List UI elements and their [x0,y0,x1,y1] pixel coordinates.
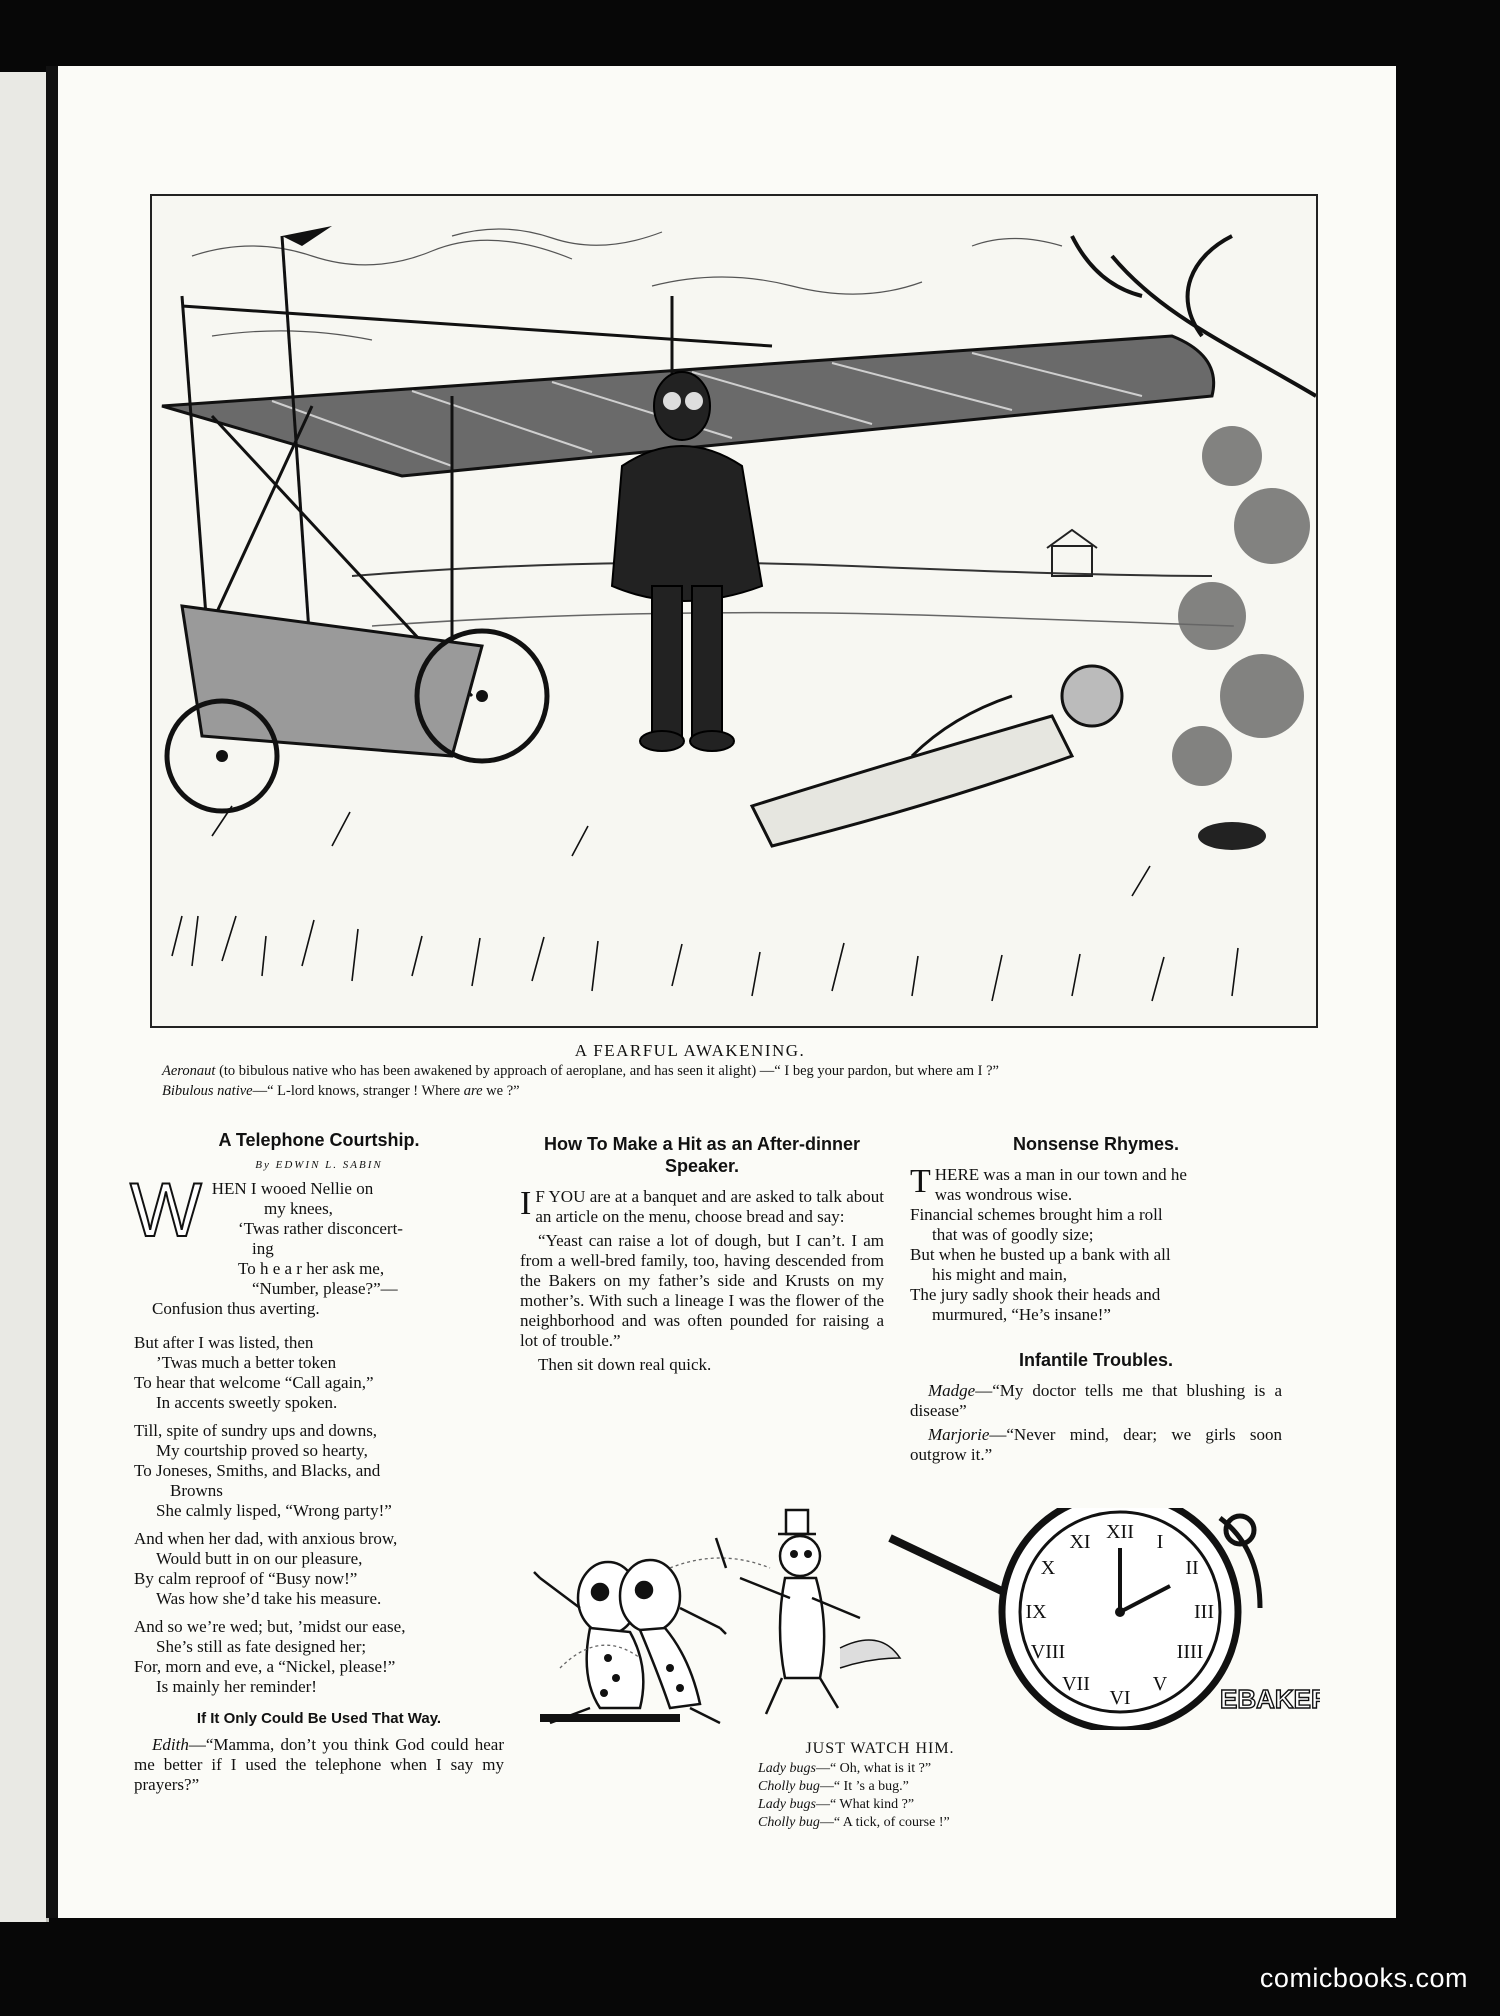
rhyme-line: Financial schemes brought him a roll [910,1205,1163,1224]
verse-line: “Number, please?”— [252,1279,398,1298]
verse-line: But after I was listed, then [134,1333,314,1352]
speech-paragraph: “Yeast can raise a lot of dough, but I can’t. I am from a well-bred family, too, having descended from the Bakers on my father’s side and Krusts on my mother’s. With such a lineage I was the flower of the neighborhood and was often pounded for raising a lot of trouble.” [520,1231,884,1350]
svg-text:VII: VII [1062,1673,1090,1695]
verse-line: By calm reproof of “Busy now!” [134,1569,358,1588]
verse-line: My courtship proved so hearty, [156,1441,368,1460]
verse-line: For, morn and eve, a “Nickel, please!” [134,1657,396,1676]
svg-text:VIII: VIII [1030,1641,1066,1663]
verse-line: Would butt in on our pleasure, [156,1549,363,1568]
stanza-4 [134,1529,504,1609]
article-title: Nonsense Rhymes. [1012,1134,1180,1154]
previous-page-edge [0,72,49,1922]
aeronaut-line: (to bibulous native who has been awakened by approach of aeroplane, and has seen it alight) —“ I beg your pardon, but where am I ?” [215,1063,999,1079]
edith-quote [134,1735,504,1795]
artist-signature: EBAKER [1220,1684,1320,1714]
verse-line: HEN I wooed Nellie on [211,1179,374,1198]
native-line: —“ L-lord knows, stranger ! Where [252,1083,464,1099]
dialogue-text: —“ Oh, what is it ?” [815,1761,932,1776]
speaker-marjorie: Marjorie [928,1425,990,1444]
dropcap-w: W [130,1168,202,1253]
verse-line: my knees, [264,1199,333,1218]
speaker-edith: Edith [152,1735,189,1754]
verse-line: Browns [170,1481,223,1500]
bottom-cartoon-title: JUST WATCH HIM. [805,1740,955,1757]
dialogue-text: —“ It ’s a bug.” [819,1779,909,1794]
stanza-1 [130,1168,504,1319]
stanza-5 [134,1617,504,1697]
top-cartoon-caption-line2 [162,1083,520,1100]
speaker: Cholly bug [758,1779,820,1794]
svg-text:I: I [1156,1531,1164,1553]
svg-text:XII: XII [1106,1521,1134,1543]
verse-line: She’s still as fate designed her; [156,1637,367,1656]
dialogue-line [758,1778,950,1796]
svg-text:X: X [1040,1557,1056,1579]
native-emphasis: are [463,1083,483,1099]
dialogue-line [758,1760,950,1778]
article-title: How To Make a Hit as an After-dinner Speaker. [543,1134,861,1176]
verse-line: She calmly lisped, “Wrong party!” [156,1501,392,1520]
bugs-and-watch-cartoon [520,1508,1320,1730]
native-line-end: we ?” [482,1083,520,1099]
marjorie-line: —“Never mind, dear; we girls soon outgrow it.” [910,1425,1282,1464]
stanza-3 [134,1421,504,1521]
verse-line: In accents sweetly spoken. [156,1393,338,1412]
verse-line: ing [252,1239,274,1258]
svg-text:V: V [1152,1673,1168,1695]
madge-line: —“My doctor tells me that blushing is a disease” [910,1381,1282,1420]
dropcap-t: T [910,1163,931,1200]
marjorie-quote [910,1425,1282,1465]
rhyme-line: was wondrous wise. [934,1185,1073,1204]
rhyme-line: But when he busted up a bank with all [910,1245,1171,1264]
subarticle-title: If It Only Could Be Used That Way. [196,1710,442,1727]
dialogue-line [758,1796,950,1814]
speaker-native: Bibulous native [162,1083,253,1099]
verse-line: To hear that welcome “Call again,” [134,1373,374,1392]
intro-paragraph [520,1187,884,1227]
top-cartoon-title: A FEARFUL AWAKENING. [574,1041,806,1060]
rhyme-line: HERE was a man in our town and he [934,1165,1187,1184]
svg-text:III: III [1194,1601,1214,1623]
article-title: A Telephone Courtship. [218,1130,420,1150]
dialogue-text: —“ A tick, of course !” [819,1815,950,1830]
rhyme-line: that was of goodly size; [932,1225,1094,1244]
speaker-madge: Madge [928,1381,976,1400]
verse-line: And when her dad, with anxious brow, [134,1529,398,1548]
verse-line: ’Twas much a better token [156,1353,337,1372]
column-nonsense-rhymes [910,1133,1282,1469]
closing-paragraph: Then sit down real quick. [538,1355,712,1374]
column-after-dinner-speaker [520,1133,884,1379]
dropcap-i: I [520,1185,532,1222]
verse-line: And so we’re wed; but, ’midst our ease, [134,1617,406,1636]
dialogue-line [758,1814,950,1832]
rhyme-line: murmured, “He’s insane!” [932,1305,1111,1324]
watermark: comicbooks.com [1259,1963,1468,1993]
speaker: Lady bugs [758,1797,816,1812]
svg-text:II: II [1185,1557,1199,1579]
svg-text:XI: XI [1069,1531,1091,1553]
dialogue-text: —“ What kind ?” [815,1797,915,1812]
rhyme [910,1165,1282,1325]
aeroplane-cartoon [150,194,1318,1028]
aeroplane-illustration [152,196,1316,1026]
speaker: Cholly bug [758,1815,820,1830]
byline: By EDWIN L. SABIN [255,1159,383,1171]
rhyme-line: The jury sadly shook their heads and [910,1285,1161,1304]
speaker: Lady bugs [758,1761,816,1776]
verse-line: Was how she’d take his measure. [156,1589,382,1608]
column-telephone-courtship [130,1129,504,1799]
svg-text:VI: VI [1109,1687,1131,1709]
madge-quote [910,1381,1282,1421]
magazine-page [58,66,1396,1918]
top-cartoon-caption-line1 [162,1063,999,1080]
rhyme-line: his might and main, [932,1265,1068,1284]
verse-line: Confusion thus averting. [152,1299,320,1318]
svg-text:IIII: IIII [1176,1641,1204,1663]
speaker-aeronaut: Aeronaut [162,1063,216,1079]
verse-line: To Joneses, Smiths, and Blacks, and [134,1461,381,1480]
bottom-cartoon-dialogue [758,1760,950,1832]
intro-text: F YOU are at a banquet and are asked to talk about an article on the menu, choose bread and say: [535,1187,884,1226]
verse-line: To h e a r her ask me, [238,1259,385,1278]
verse-line: ‘Twas rather disconcert- [238,1219,403,1238]
subarticle-title: Infantile Troubles. [1018,1350,1174,1370]
verse-line: Till, spite of sundry ups and downs, [134,1421,378,1440]
verse-line: Is mainly her reminder! [156,1677,317,1696]
edith-line: —“Mamma, don’t you think God could hear me better if I used the telephone when I say my prayers?” [134,1735,504,1794]
bugs-watch-illustration [520,1508,1320,1730]
stanza-2 [134,1333,504,1413]
svg-text:IX: IX [1025,1601,1047,1623]
